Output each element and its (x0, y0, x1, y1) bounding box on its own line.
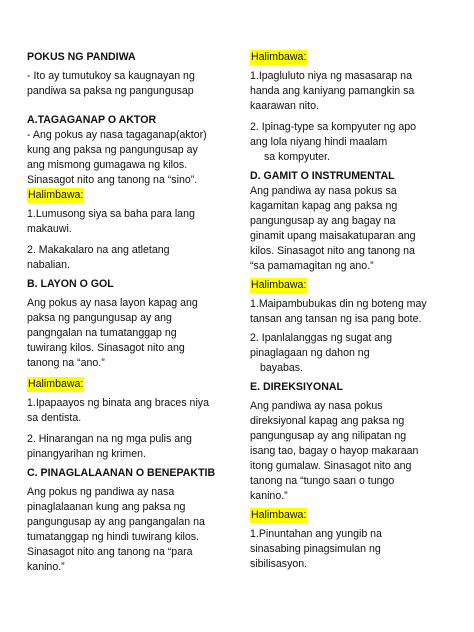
intro-text: - Ito ay tumutukoy sa kaugnayan ng pandiwa sa paksa ng pangungusap (27, 70, 195, 97)
section-d-description: Ang pandiwa ay nasa pokus sa kagamitan kapag ang paksa ng pangungusap ay ang bagay na ginamit upang maisakatuparan ang kilos. Sinasagot nito ang tanong na “sa pamamagitan ng ano.” (250, 185, 416, 272)
section-e-heading: E. DIREKSIYONAL (250, 381, 344, 393)
example-item: 2. Hinarangan na ng mga pulis ang pinangyarihan ng krimen. (27, 433, 192, 460)
halimbawa-label: Halimbawa: (251, 279, 307, 291)
example-item: 2. Ipanlalanggas ng sugat ang pinaglagaan ng dahon ng bayabas. (250, 332, 392, 374)
example-item: 1.Ipapaayos ng binata ang braces niya sa dentista. (27, 397, 209, 424)
document-title: POKUS NG PANDIWA (27, 51, 136, 63)
example-item: 1.Maipambubukas din ng boteng may tansan ang tansan ng isa pang bote. (250, 298, 427, 325)
example-item: 2. Makakalaro na ang atletang nabalian. (27, 244, 170, 271)
section-c-heading: C. PINAGLALAANAN O BENEPAKTIB (27, 467, 216, 479)
section-c-description: Ang pokus ng pandiwa ay nasa pinaglalaanan kung ang paksa ng pangungusap ay ang pangangalan na tumatanggap ng hindi tuwirang kilos. Sinasagot nito ang tanong na “para kanino.” (27, 486, 205, 573)
halimbawa-label: Halimbawa: (251, 509, 307, 521)
section-b-heading: B. LAYON O GOL (27, 278, 114, 290)
section-a-description: - Ang pokus ay nasa tagaganap(aktor) kung ang paksa ng pangungusap ay ang mismong gumagawa ng kilos. Sinasagot nito ang tanong na “sino”. (27, 129, 207, 186)
section-b-description: Ang pokus ay nasa layon kapag ang paksa ng pangungusap ay ang pangngalan na tumatanggap ng tuwirang kilos. Sinasagot nito ang tanong na “ano.” (27, 297, 198, 369)
section-e-description: Ang pandiwa ay nasa pokus direksiyonal kapag ang paksa ng pangungusap ay ang nilipatan ng isang tao, bagay o hayop makaraan itong gumalaw. Sinasagot nito ang tanong na “tungo saan o tungo kanino.” (250, 400, 419, 502)
example-item: 2. Ipinag-type sa kompyuter ng apo ang lola niyang hindi maalam sa kompyuter. (250, 121, 417, 163)
right-column (250, 50, 462, 572)
example-item: 1.Lumusong siya sa baha para lang makauwi. (27, 208, 195, 235)
section-a-heading: A.TAGAGANAP O AKTOR (27, 114, 157, 126)
halimbawa-label: Halimbawa: (28, 378, 84, 390)
example-item: 1.Pinuntahan ang yungib na sinasabing pinagsimulan ng sibilisasyon. (250, 528, 382, 570)
left-column (27, 50, 239, 575)
halimbawa-label: Halimbawa: (28, 189, 84, 201)
section-d-heading: D. GAMIT O INSTRUMENTAL (250, 170, 395, 182)
example-item: 1.Ipagluluto niya ng masasarap na handa ang kaniyang pamangkin sa kaarawan nito. (250, 70, 415, 112)
halimbawa-label: Halimbawa: (251, 51, 307, 63)
